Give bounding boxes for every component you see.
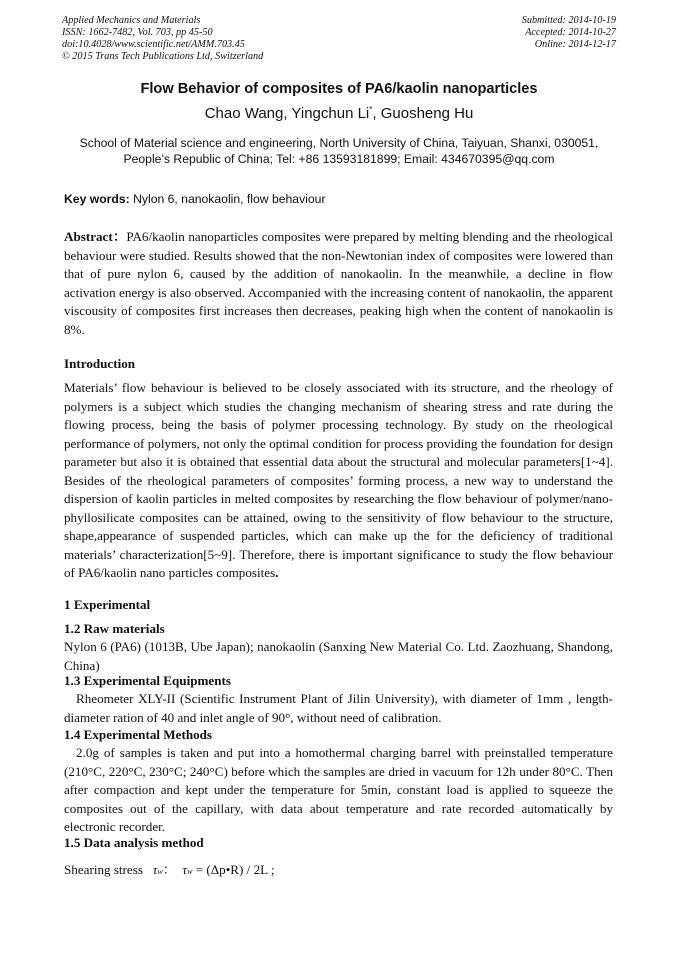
equipment-heading: 1.3 Experimental Equipments	[64, 673, 231, 688]
introduction-heading: Introduction	[64, 356, 136, 371]
raw-materials-heading: 1.2 Raw materials	[64, 621, 165, 636]
affiliation	[62, 135, 616, 167]
formula-expression: = (Δp•R) / 2L ;	[195, 862, 275, 877]
methods-text: 2.0g of samples is taken and put into a homothermal charging barrel with preinstalled temperature (210°C, 220°C, 230°C; 240°C) before which the samples are dried in vacuum for 12h under 80°C. Then after compaction and kept under the temperature for 5min, constant load is applied to squeeze the composites out of the capillary, with data about temperature and rate recorded automatically by electronic recorder.	[64, 745, 613, 834]
formula-subscript: w	[157, 867, 163, 876]
corresponding-mark: *	[369, 105, 373, 114]
experimental-heading: 1 Experimental	[64, 597, 151, 612]
author-list	[0, 105, 678, 122]
authors-part1: Chao Wang, Yingchun Li	[204, 105, 370, 122]
methods-heading: 1.4 Experimental Methods	[64, 727, 213, 742]
introduction-body: Materials’ flow behaviour is believed to be closely associated with its structure, and the rheology of polymers is a subject which studies the changing mechanism of shearing stress and rate during the flowing process, being the basis of polymer processing technology. By study on the rheological performance of polymers, not only the optimal condition for process providing the foundation for design parameter but also it is obtained that essential data about the structural and molecular parameters[1~4]. Besides of the rheological parameters of composites’ forming process, a new way to understand the dispersion of kaolin particles in melted composites by researching the flow behaviour of polymer/nano-phyllosilicate composites can be attained, owing to the sensitivity of flow behaviour to the structure, shape,appearance of suspended particles, which can make up the for the deficiency of traditional materials’ characterization[5~9]. Therefore, there is important significance to study the flow behaviour of PA6/kaolin nano particles composites	[64, 380, 613, 580]
formula-label: Shearing stress	[64, 862, 143, 877]
introduction-end: .	[275, 565, 279, 580]
journal-name: Applied Mechanics and Materials	[62, 15, 201, 26]
accepted-date: Accepted: 2014-10-27	[525, 27, 616, 38]
journal-doi: doi:10.4028/www.scientific.net/AMM.703.45	[62, 39, 245, 50]
formula-colon: ：	[162, 862, 176, 877]
submitted-date: Submitted: 2014-10-19	[521, 15, 616, 26]
equipment-text: Rheometer XLY-II (Scientific Instrument Plant of Jilin University), with diameter of 1mm , length-diameter ration of 40 and inlet angle of 90°, without need of calibration.	[64, 691, 613, 725]
shear-stress-formula	[64, 859, 275, 878]
abstract-label: Abstract：	[64, 229, 127, 244]
journal-copyright: © 2015 Trans Tech Publications Ltd, Switzerland	[62, 51, 264, 62]
journal-header	[62, 15, 263, 63]
affiliation-line1: School of Material science and engineering, North University of China, Taiyuan, Shanxi, 030051,	[79, 136, 599, 150]
authors-part2: , Guosheng Hu	[372, 105, 474, 122]
keywords	[64, 192, 614, 206]
data-analysis-heading: 1.5 Data analysis method	[64, 835, 204, 850]
formula-tau-symbol: τ	[152, 862, 158, 877]
abstract	[64, 228, 613, 339]
online-date: Online: 2014-12-17	[534, 39, 616, 50]
date-header	[522, 15, 616, 51]
raw-materials-text: Nylon 6 (PA6) (1013B, Ube Japan); nanokaolin (Sanxing New Material Co. Ltd. Zaozhuang, Shandong, China)	[64, 639, 613, 673]
abstract-text: PA6/kaolin nanoparticles composites were prepared by melting blending and the rheological behaviour were studied. Results showed that the non-Newtonian index of composites were lowered than that of pure nylon 6, caused by the addition of nanokaolin. In the meanwhile, a decline in flow activation energy is also observed. Accompanied with the increasing content of nanokaolin, the apparent viscousity of composites first increases then decreases, peaking high when the content of nanokaolin is 8%.	[64, 229, 613, 337]
introduction-text	[64, 379, 613, 583]
affiliation-line2: People’s Republic of China; Tel: +86 13593181899; Email: 434670395@qq.com	[123, 152, 555, 166]
journal-issn: ISSN: 1662-7482, Vol. 703, pp 45-50	[62, 27, 213, 38]
keywords-label: Key words:	[64, 192, 130, 206]
formula-tau-symbol-2: τ	[182, 862, 188, 877]
keywords-text: Nylon 6, nanokaolin, flow behaviour	[129, 192, 326, 206]
paper-title: Flow Behavior of composites of PA6/kaolin nanoparticles	[140, 81, 538, 97]
formula-subscript-2: w	[187, 867, 193, 876]
